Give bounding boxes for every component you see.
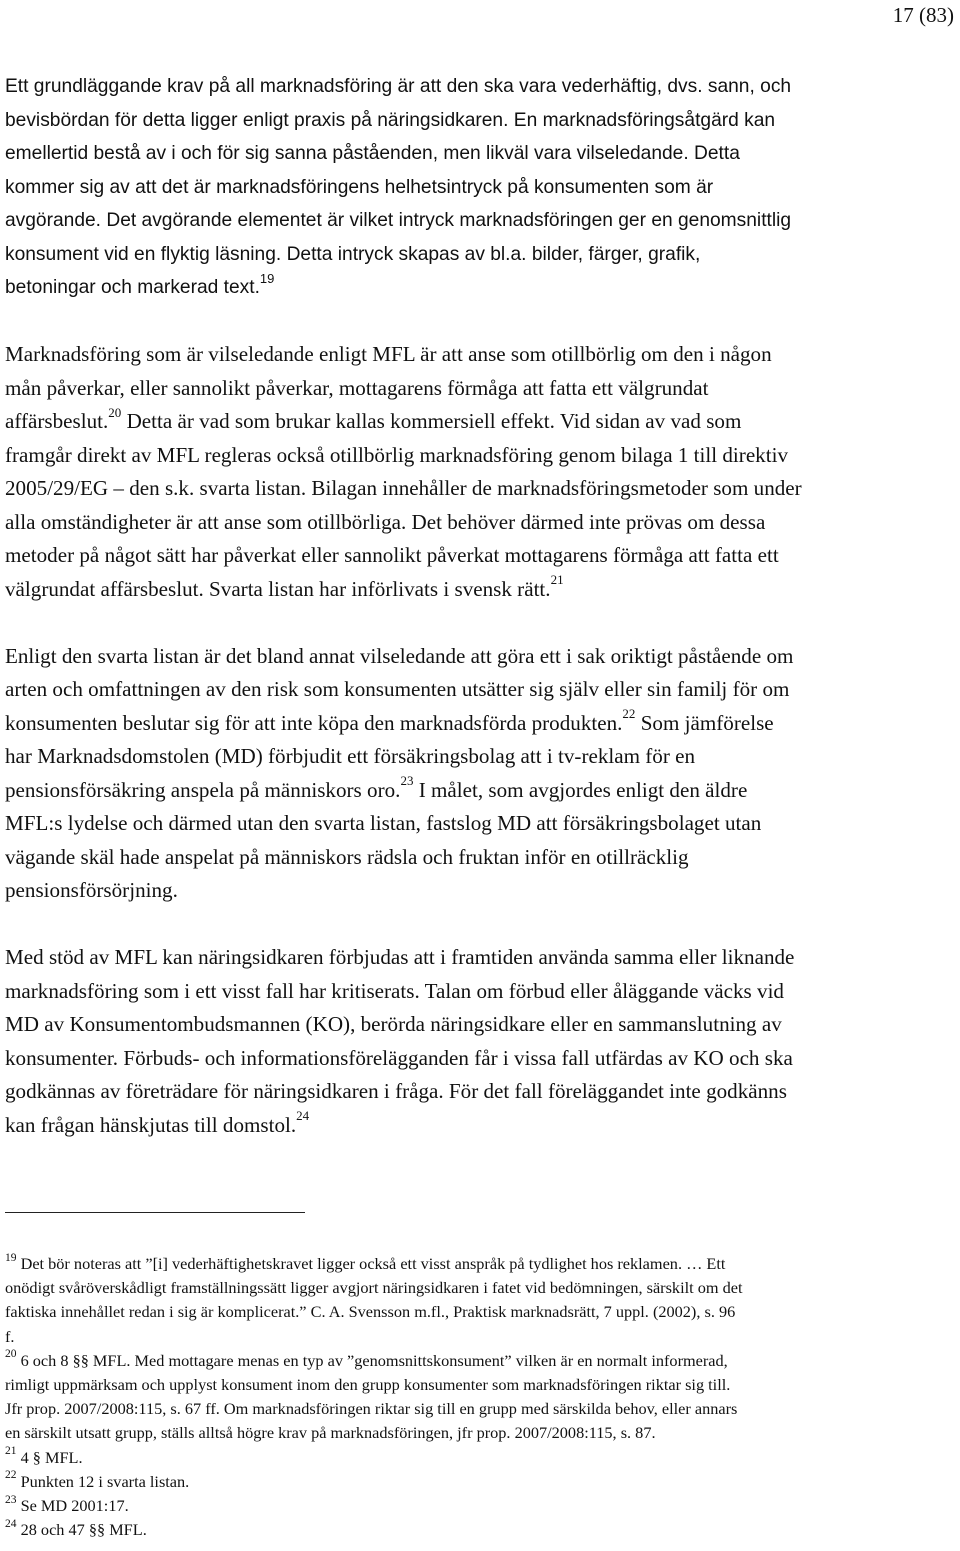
- paragraph-line: konsumenter. Förbuds- och informationsförelägganden får i vissa fall utfärdas av KO och ska: [5, 1045, 793, 1070]
- footnote-marker: 23: [5, 1493, 17, 1506]
- paragraph-line: [5, 1109, 960, 1143]
- paragraph-1: [5, 70, 960, 305]
- footnote-line: [5, 1252, 960, 1276]
- footnote-text: 4 § MFL.: [20, 1447, 83, 1467]
- paragraph-line: godkännas av företrädare för näringsidkaren i fråga. För det fall föreläggandet inte godkänns: [5, 1079, 787, 1103]
- paragraph-2: [5, 338, 960, 606]
- footnote-20: [5, 1349, 960, 1446]
- footnote-ref[interactable]: 20: [108, 404, 122, 420]
- footnote-21: [5, 1446, 960, 1470]
- paragraph-line: pensionsförsörjning.: [5, 878, 178, 902]
- paragraph-line: Marknadsföring som är vilseledande enligt MFL är att anse som otillbörlig om den i någon: [5, 342, 772, 366]
- paragraph-line-text: kan frågan hänskjutas till domstol.: [5, 1112, 297, 1137]
- paragraph-line: bevisbördan för detta ligger enligt praxis på näringsidkaren. En marknadsföringsåtgärd kan: [5, 109, 776, 131]
- paragraph-line: marknadsföring som i ett visst fall har kritiserats. Talan om förbud eller åläggande väcks vid: [5, 978, 784, 1003]
- paragraph-line-text: konsumenten beslutar sig för att inte köpa den marknadsförda produkten.: [5, 710, 623, 735]
- paragraph-line-text: I målet, som avgjordes enligt den äldre: [413, 777, 748, 802]
- footnote-ref[interactable]: 24: [296, 1108, 310, 1124]
- paragraph-3: [5, 640, 960, 908]
- footnote-22: [5, 1470, 960, 1494]
- footnote-separator: [5, 1212, 305, 1213]
- paragraph-line: framgår direkt av MFL regleras också otillbörlig marknadsföring genom bilaga 1 till direktiv: [5, 442, 788, 467]
- footnote-ref[interactable]: 23: [400, 773, 414, 789]
- paragraph-line: emellertid bestå av i och för sig sanna påståenden, men likväl vara vilseledande. Detta: [5, 143, 740, 164]
- footnote-line: [5, 1349, 960, 1373]
- paragraph-line-text: Detta är vad som brukar kallas kommersiell effekt. Vid sidan av vad som: [121, 409, 742, 433]
- paragraph-line: arten och omfattningen av den risk som konsumenten utsätter sig själv eller sin familj för om: [5, 677, 790, 701]
- footnote-19: [5, 1252, 960, 1349]
- paragraph-line: MFL:s lydelse och därmed utan den svarta listan, fastslog MD att försäkringsbolaget utan: [5, 811, 762, 835]
- paragraph-line-text: välgrundat affärsbeslut. Svarta listan har införlivats i svensk rätt.: [5, 576, 551, 601]
- paragraph-line: [5, 405, 960, 439]
- paragraph-line-text: betoningar och markerad text.: [5, 277, 260, 298]
- page-number: 17 (83): [892, 3, 954, 27]
- paragraph-line: avgörande. Det avgörande elementet är vilket intryck marknadsföringen ger en genomsnittlig: [5, 210, 792, 231]
- footnote-line: [5, 1470, 960, 1494]
- footnote-24: [5, 1518, 960, 1542]
- paragraph-line: mån påverkar, eller sannolikt påverkar, mottagarens förmåga att fatta ett välgrundat: [5, 375, 709, 400]
- footnote-line: en särskilt utsatt grupp, ställs alltså högre krav på marknadsföringen, jfr prop. 2007/2008:115, s. 87.: [5, 1423, 656, 1443]
- paragraph-line: alla omständigheter är att anse som otillbörliga. Det behöver därmed inte prövas om dessa: [5, 509, 766, 534]
- paragraph-4: [5, 941, 960, 1142]
- paragraph-line-text: pensionsförsäkring anspela på människors oro.: [5, 777, 401, 802]
- body-text: [5, 70, 960, 1176]
- footnote-ref[interactable]: 19: [259, 270, 275, 286]
- footnote-text: Punkten 12 i svarta listan.: [20, 1471, 190, 1491]
- footnote-marker: 20: [5, 1348, 17, 1361]
- paragraph-line: kommer sig av att det är marknadsföringens helhetsintryck på konsumenten som är: [5, 176, 714, 198]
- footnote-line: [5, 1446, 960, 1470]
- footnote-text: 6 och 8 §§ MFL. Med mottagare menas en typ av ”genomsnittskonsument” vilken är en normalt informerad,: [20, 1350, 728, 1370]
- paragraph-line: vägande skäl hade anspelat på människors rädsla och fruktan inför en otillräcklig: [5, 844, 689, 869]
- paragraph-line: metoder på något sätt har påverkat eller sannolikt påverkat mottagarens förmåga att fatta ett: [5, 543, 779, 567]
- paragraph-line: [5, 573, 960, 607]
- paragraph-line: [5, 271, 960, 305]
- footnote-line: Jfr prop. 2007/2008:115, s. 67 ff. Om marknadsföringen riktar sig till en grupp med särskilda behov, eller annars: [5, 1399, 738, 1419]
- footnotes: [5, 1252, 960, 1542]
- footnote-text: Se MD 2001:17.: [20, 1496, 129, 1516]
- footnote-line: [5, 1518, 960, 1542]
- paragraph-line: konsument vid en flyktig läsning. Detta intryck skapas av bl.a. bilder, färger, grafik,: [5, 243, 701, 265]
- footnote-marker: 24: [5, 1517, 17, 1530]
- paragraph-line: har Marknadsdomstolen (MD) förbjudit ett försäkringsbolag att i tv-reklam för en: [5, 744, 696, 768]
- paragraph-line: Med stöd av MFL kan näringsidkaren förbjudas att i framtiden använda samma eller liknande: [5, 945, 795, 969]
- paragraph-line: [5, 707, 960, 741]
- paragraph-line: MD av Konsumentombudsmannen (KO), berörda näringsidkare eller en sammanslutning av: [5, 1012, 782, 1036]
- footnote-text: 28 och 47 §§ MFL.: [20, 1520, 147, 1540]
- paragraph-line: 2005/29/EG – den s.k. svarta listan. Bilagan innehåller de marknadsföringsmetoder som under: [5, 476, 802, 500]
- footnote-line: onödigt svåröverskådligt framställningssätt ligger avgjort näringsidkaren i fatet vid bedömningen, särskilt om det: [5, 1278, 743, 1298]
- footnote-ref[interactable]: 21: [550, 572, 564, 588]
- footnote-marker: 21: [5, 1445, 17, 1458]
- footnote-ref[interactable]: 22: [622, 706, 636, 722]
- footnote-line: f.: [5, 1326, 15, 1346]
- paragraph-line: Enligt den svarta listan är det bland annat vilseledande att göra ett i sak oriktigt påstående om: [5, 643, 794, 668]
- footnote-line: rimligt uppmärksam och upplyst konsument inom den grupp konsumenter som marknadsföringen riktar sig till.: [5, 1375, 731, 1395]
- paragraph-line-text: affärsbeslut.: [5, 409, 109, 433]
- footnote-text: Det bör noteras att ”[i] vederhäftighetskravet ligger också ett visst anspråk på tydlighet hos reklamen. … Ett: [20, 1254, 726, 1273]
- paragraph-line-text: Som jämförelse: [635, 710, 774, 735]
- footnote-marker: 22: [5, 1469, 17, 1482]
- footnote-23: [5, 1494, 960, 1518]
- footnote-marker: 19: [5, 1251, 17, 1264]
- footnote-line: [5, 1494, 960, 1518]
- paragraph-line: [5, 774, 960, 808]
- footnote-line: faktiska innehållet redan i sig är komplicerat.” C. A. Svensson m.fl., Praktisk marknadsrätt, 7 uppl. (2002), s. 96: [5, 1302, 736, 1322]
- paragraph-line: Ett grundläggande krav på all marknadsföring är att den ska vara vederhäftig, dvs. sann, och: [5, 76, 792, 97]
